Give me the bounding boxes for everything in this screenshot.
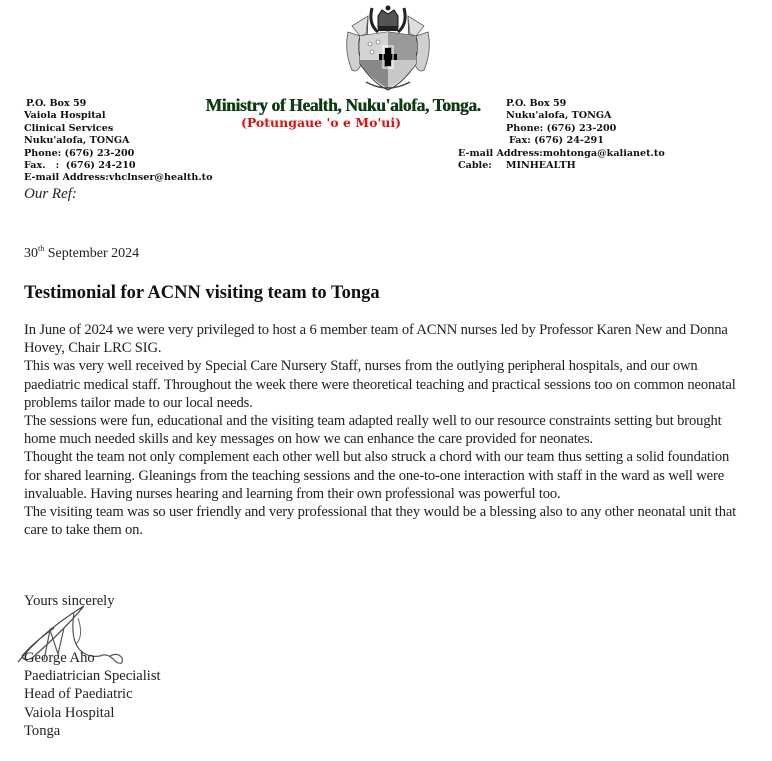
- ministry-address-block: [458, 98, 665, 172]
- letter-subject: Testimonial for ACNN visiting team to Tonga: [24, 283, 380, 303]
- fax-line: Fax. : (676) 24-210: [24, 160, 136, 172]
- phone-line: Phone: (676) 23-200: [506, 122, 617, 134]
- hospital-address-block: [24, 98, 213, 203]
- address-line: Clinical Services: [24, 122, 114, 134]
- cable-label: Cable:: [458, 160, 492, 172]
- fax-line: Fax: (676) 24-291: [509, 135, 604, 147]
- address-line: P.O. Box 59: [506, 98, 567, 109]
- letter-body: [24, 321, 749, 539]
- tonga-coat-of-arms-icon: [342, 2, 434, 92]
- signatory-role: Head of Paediatric: [24, 686, 133, 703]
- email-line: E-mail Address:vhclnser@health.to: [24, 172, 213, 184]
- body-paragraph: This was very well received by Special Care Nursery Staff, nurses from the outlying peripheral hospitals, and our own paediatric medical staff. Throughout the week there were theoretical teaching and practical sessions too on common neonatal problems tailor made to our local needs.: [24, 358, 736, 411]
- body-paragraph: The visiting team was so user friendly and very professional that they would be a blessing also to any other neonatal unit that care to take them on.: [24, 504, 737, 539]
- signatory-block: [24, 649, 161, 740]
- letter-date: [24, 244, 139, 262]
- signatory-title: Paediatrician Specialist: [24, 668, 161, 685]
- email-line: E-mail Address:mohtonga@kalianet.to: [458, 147, 665, 159]
- date-day: 30: [24, 246, 38, 261]
- our-ref-label: Our Ref:: [24, 185, 77, 202]
- signatory-hospital: Vaiola Hospital: [24, 704, 115, 721]
- date-rest: September 2024: [44, 246, 140, 261]
- body-paragraph: In June of 2024 we were very privileged to host a 6 member team of ACNN nurses led by Professor Karen New and Donna Hovey, Chair LRC SIG.: [24, 322, 728, 357]
- signatory-country: Tonga: [24, 722, 61, 739]
- address-line: Vaiola Hospital: [24, 110, 106, 122]
- address-line: Nuku'alofa, TONGA: [24, 135, 130, 147]
- body-paragraph: The sessions were fun, educational and the visiting team adapted really well to our resource constraints setting but brought home much needed skills and key messages on how we can enhance the care provided for neonates.: [24, 413, 722, 448]
- ministry-title: Ministry of Health, Nuku'alofa, Tonga.: [205, 95, 481, 115]
- cable-line: [458, 160, 665, 172]
- ministry-heading: [198, 95, 488, 131]
- ministry-subtitle: (Potungaue 'o e Mo'ui): [240, 115, 402, 130]
- signatory-name: George Aho: [24, 650, 95, 666]
- address-line: Nuku'alofa, TONGA: [506, 110, 612, 122]
- closing-salutation: Yours sincerely: [24, 593, 115, 609]
- date-suffix: th: [38, 244, 45, 253]
- address-line: P.O. Box 59: [26, 98, 87, 109]
- body-paragraph: Thought the team not only complement each other well but also struck a chord with our team thus setting a solid foundation for shared learning. Gleanings from the teaching sessions and the one-to-one interaction with staff in the ward as well were invaluable. Having nurses hearing and learning from their own professional was powerful too.: [24, 449, 730, 502]
- phone-line: Phone: (676) 23-200: [24, 147, 135, 159]
- cable-value: MINHEALTH: [505, 160, 576, 172]
